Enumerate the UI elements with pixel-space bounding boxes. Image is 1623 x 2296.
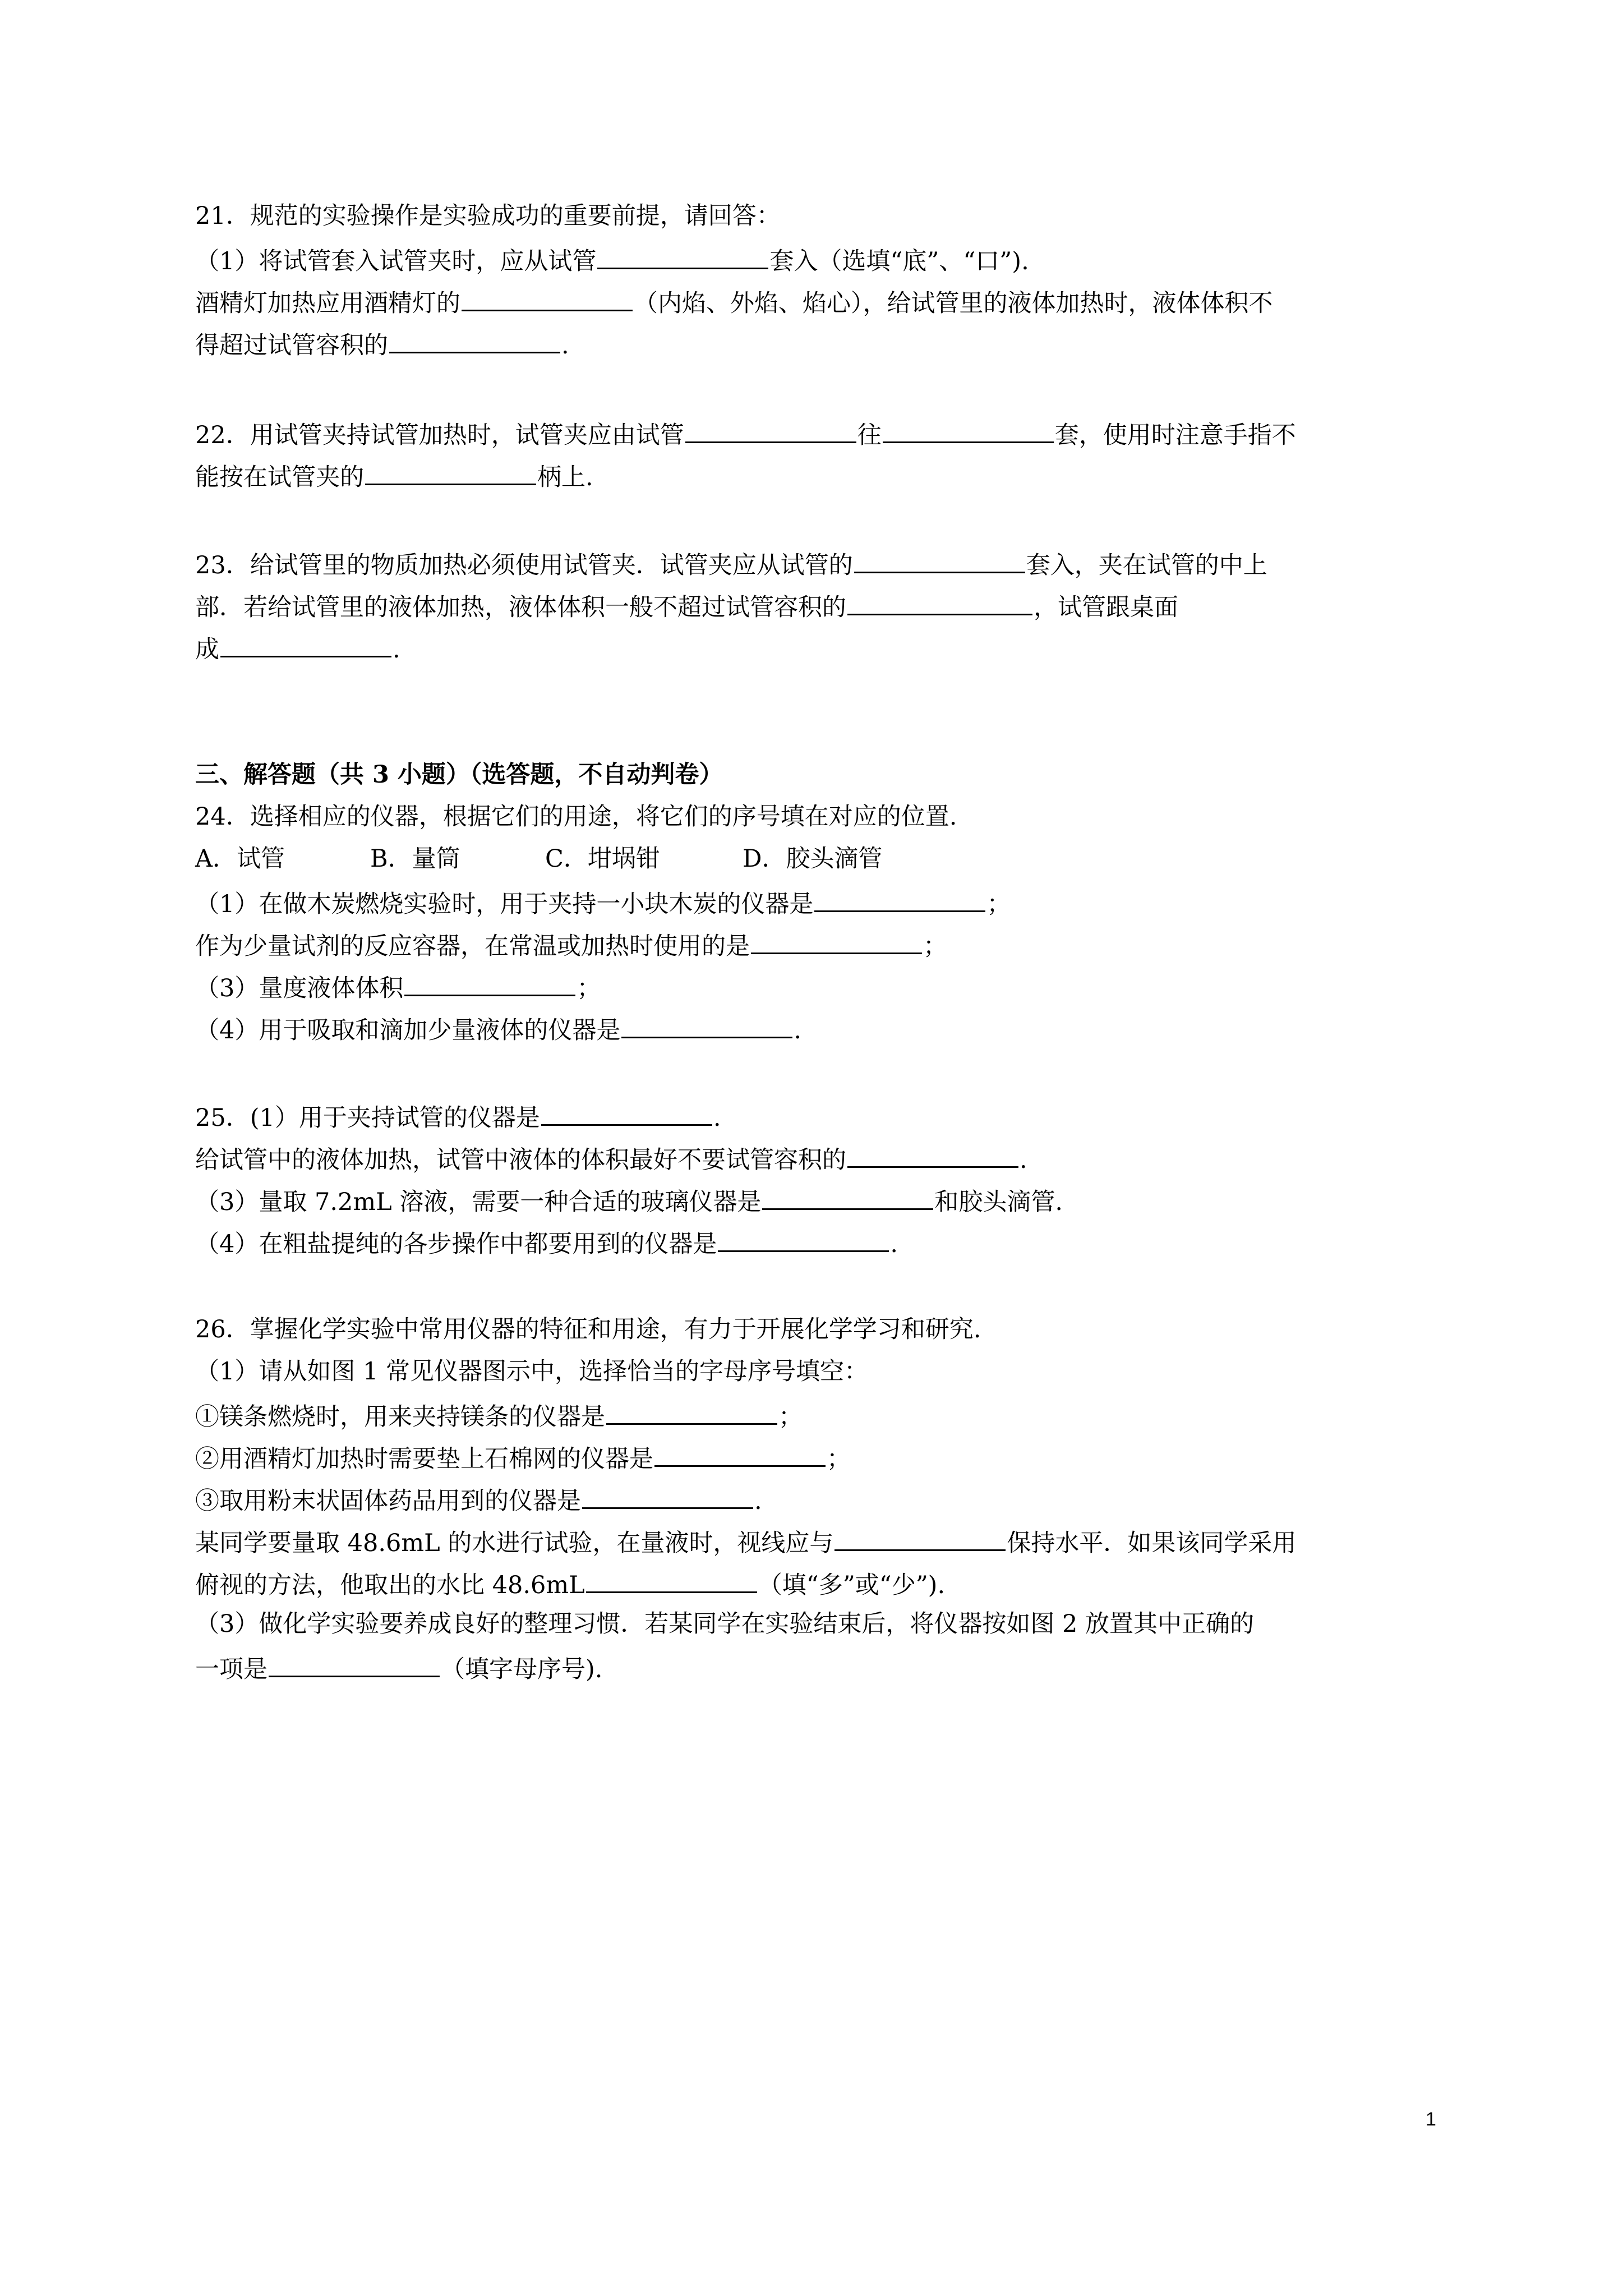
answer-blank[interactable]	[883, 417, 1054, 443]
q22-line-2: 能按在试管夹的 柄上.	[195, 459, 1446, 493]
q21-line-1: 21．规范的实验操作是实验成功的重要前提，请回答：	[195, 202, 781, 230]
q25-line-4: （4）在粗盐提纯的各步操作中都要用到的仪器是 .	[195, 1226, 1446, 1259]
q26-line-2: （1）请从如图 1 常见仪器图示中，选择恰当的字母序号填空：	[195, 1358, 869, 1386]
option-d: D．胶头滴管	[743, 845, 883, 873]
q24-line-1: 24．选择相应的仪器，根据它们的用途，将它们的序号填在对应的位置.	[195, 803, 957, 831]
q24-line-6: （4）用于吸取和滴加少量液体的仪器是 .	[195, 1012, 1446, 1046]
section-heading: 三、解答题（共 3 小题）（选答题，不自动判卷）	[195, 761, 723, 789]
q26-line-3: ①镁条燃烧时，用来夹持镁条的仪器是 ；	[195, 1398, 1446, 1432]
q23-line-3: 成 .	[195, 631, 1446, 665]
q21-line-3: 酒精灯加热应用酒精灯的 （内焰、外焰、焰心），给试管里的液体加热时，液体体积不	[195, 285, 1446, 319]
q24-options	[195, 844, 1446, 874]
q24-line-5: （3）量度液体体积 ；	[195, 970, 1446, 1004]
answer-blank[interactable]	[389, 327, 560, 353]
answer-blank[interactable]	[854, 547, 1025, 573]
q26-line-7: 俯视的方法，他取出的水比 48.6mL （填“多”或“少”).	[195, 1567, 1446, 1600]
answer-blank[interactable]	[834, 1525, 1006, 1551]
option-a: A．试管	[195, 845, 285, 873]
answer-blank[interactable]	[597, 243, 768, 269]
q26-line-8: （3）做化学实验要养成良好的整理习惯．若某同学在实验结束后，将仪器按如图 2 放置其中正确的	[195, 1610, 1255, 1638]
q24-line-4: 作为少量试剂的反应容器，在常温或加热时使用的是 ；	[195, 928, 1446, 961]
answer-blank[interactable]	[718, 1226, 889, 1252]
q26-line-9: 一项是 （填字母序号).	[195, 1651, 1446, 1685]
q26-line-5: ③取用粉末状固体药品用到的仪器是 .	[195, 1483, 1446, 1516]
answer-blank[interactable]	[269, 1651, 440, 1677]
answer-blank[interactable]	[762, 1184, 933, 1210]
answer-blank[interactable]	[847, 589, 1032, 615]
q25-line-3: （3）量取 7.2mL 溶液，需要一种合适的玻璃仪器是 和胶头滴管.	[195, 1184, 1446, 1217]
q23-line-2: 部．若给试管里的液体加热，液体体积一般不超过试管容积的 ，试管跟桌面	[195, 589, 1446, 623]
page-number: 1	[1426, 2109, 1436, 2130]
answer-blank[interactable]	[582, 1483, 753, 1509]
answer-blank[interactable]	[586, 1567, 757, 1593]
q25-line-1: 25．(1）用于夹持试管的仪器是 .	[195, 1099, 1446, 1133]
answer-blank[interactable]	[606, 1398, 777, 1425]
answer-blank[interactable]	[621, 1012, 792, 1038]
q23-line-1: 23．给试管里的物质加热必须使用试管夹．试管夹应从试管的 套入，夹在试管的中上	[195, 547, 1446, 581]
answer-blank[interactable]	[541, 1099, 712, 1126]
q25-line-2: 给试管中的液体加热，试管中液体的体积最好不要试管容积的 .	[195, 1142, 1446, 1175]
answer-blank[interactable]	[462, 285, 633, 311]
answer-blank[interactable]	[814, 886, 985, 912]
answer-blank[interactable]	[654, 1441, 826, 1467]
q21-line-4: 得超过试管容积的 .	[195, 327, 1446, 361]
answer-blank[interactable]	[404, 970, 575, 996]
q26-line-1: 26．掌握化学实验中常用仪器的特征和用途，有力于开展化学学习和研究.	[195, 1315, 981, 1343]
option-c: C．坩埚钳	[545, 845, 660, 873]
q26-line-6: 某同学要量取 48.6mL 的水进行试验，在量液时，视线应与 保持水平．如果该同学采用	[195, 1525, 1446, 1558]
answer-blank[interactable]	[751, 928, 922, 954]
option-b: B．量筒	[370, 845, 460, 873]
q21-line-2: （1）将试管套入试管夹时，应从试管 套入（选填“底”、“口”).	[195, 243, 1446, 277]
answer-blank[interactable]	[365, 459, 536, 485]
q24-line-3: （1）在做木炭燃烧实验时，用于夹持一小块木炭的仪器是 ；	[195, 886, 1446, 919]
answer-blank[interactable]	[847, 1142, 1018, 1168]
q26-line-4: ②用酒精灯加热时需要垫上石棉网的仪器是 ；	[195, 1441, 1446, 1474]
q22-line-1: 22．用试管夹持试管加热时，试管夹应由试管 往 套，使用时注意手指不	[195, 417, 1446, 450]
answer-blank[interactable]	[685, 417, 856, 443]
answer-blank[interactable]	[220, 631, 391, 657]
